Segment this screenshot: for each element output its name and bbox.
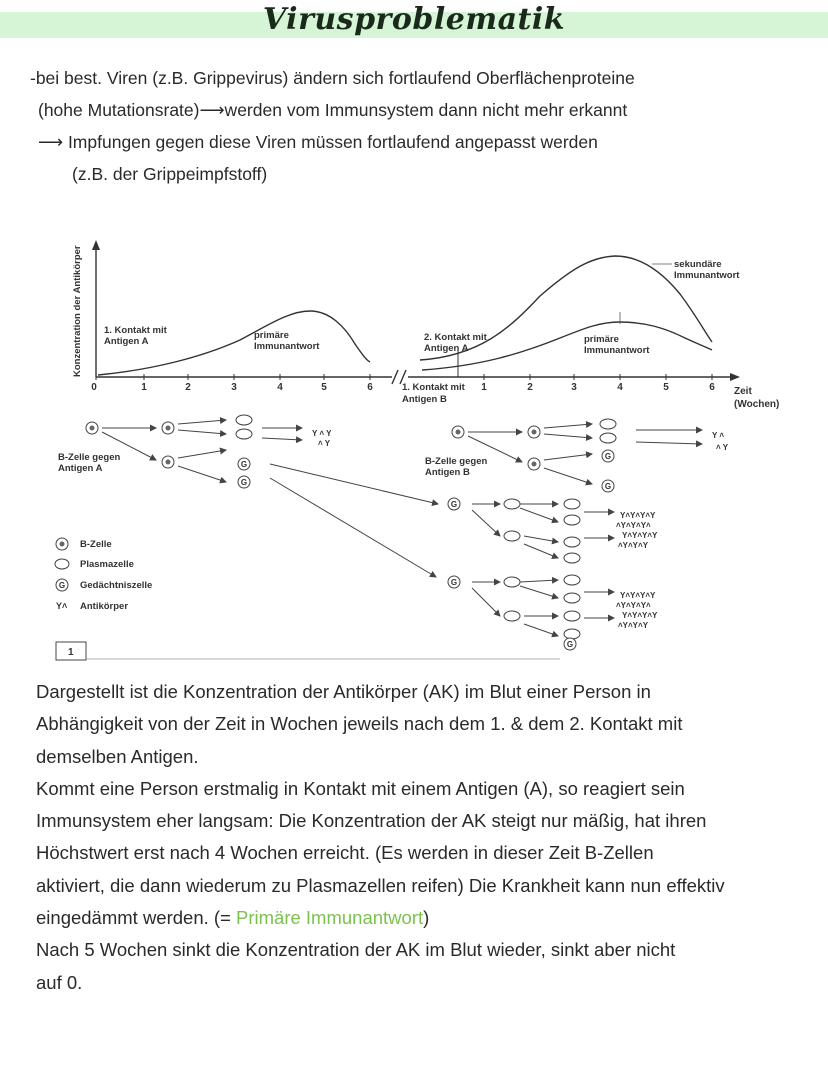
contact-b-label-2: Antigen B — [402, 394, 447, 405]
legend-b-cell: B-Zelle — [80, 539, 112, 550]
legend-memory-cell: Gedächtniszelle — [80, 580, 153, 591]
tick-left-6: 6 — [367, 382, 373, 393]
tick-left-3: 3 — [231, 382, 237, 393]
x-axis-label: Zeit — [734, 386, 752, 397]
primary-label-1: primäre — [254, 330, 289, 341]
legend-plasma-cell: Plasmazelle — [80, 559, 134, 570]
svg-text:Y˄Y˄Y˄Y: Y˄Y˄Y˄Y — [620, 511, 656, 520]
body-line-8 — [36, 902, 821, 934]
body-line-4: Kommt eine Person erstmalig in Kontakt mit einem Antigen (A), so reagiert sein — [36, 777, 685, 799]
y-axis-label: Konzentration der Antikörper — [72, 245, 83, 377]
memory-cell-icon — [238, 450, 614, 650]
intro-line-4: (z.B. der Grippeimpfstoff) — [72, 164, 268, 184]
body-line-10: auf 0. — [36, 971, 83, 993]
contact2-label-1: 2. Kontakt mit — [424, 332, 487, 343]
legend — [55, 538, 152, 612]
bcell-b-label-2: Antigen B — [425, 467, 470, 478]
cell-diagram — [55, 415, 729, 660]
tick-right-3: 3 — [571, 382, 577, 393]
memory-cell-symbol: G — [450, 578, 458, 587]
x-axis-arrow — [730, 373, 740, 381]
figure-number: 1 — [68, 647, 74, 658]
body-line-9: Nach 5 Wochen sinkt die Konzentration der AK im Blut wieder, sinkt aber nicht — [36, 939, 676, 961]
svg-text:˄Y˄Y˄Y˄: ˄Y˄Y˄Y˄ — [616, 521, 651, 530]
body-line-2: Abhängigkeit von der Zeit in Wochen jeweils nach dem 1. & dem 2. Kontakt mit — [36, 713, 683, 735]
intro-line-3: ⟶ Impfungen gegen diese Viren müssen fortlaufend angepasst werden — [38, 132, 598, 152]
primary-b-label-2: Immunantwort — [584, 345, 650, 356]
contact-a-label-2: Antigen A — [104, 336, 149, 347]
primary-b-label-1: primäre — [584, 334, 619, 345]
memory-cell-symbol: G — [604, 452, 612, 461]
graph — [72, 240, 779, 410]
svg-text:Y ˄: Y ˄ — [712, 431, 725, 440]
secondary-label-2: Immunantwort — [674, 270, 740, 281]
memory-cell-symbol: G — [240, 460, 248, 469]
legend-antibody: Antikörper — [80, 601, 129, 612]
contact-b-label-1: 1. Kontakt mit — [402, 382, 465, 393]
memory-cell-symbol: G — [604, 482, 612, 491]
page-title: Virusproblematik — [262, 2, 566, 37]
contact2-label-2: Antigen A — [424, 343, 469, 354]
antibody-cluster — [312, 429, 729, 630]
svg-text:˄Y˄Y˄Y: ˄Y˄Y˄Y — [618, 541, 649, 550]
secondary-label-1: sekundäre — [674, 259, 722, 270]
memory-cell-symbol: G — [240, 478, 248, 487]
primary-label-2: Immunantwort — [254, 341, 320, 352]
bcell-a-label-2: Antigen A — [58, 463, 103, 474]
body-line-8-start: eingedämmt werden. (= — [36, 907, 237, 929]
b-cell-icon — [86, 422, 98, 434]
svg-text:˄Y˄Y˄Y: ˄Y˄Y˄Y — [618, 621, 649, 630]
contact-a-label-1: 1. Kontakt mit — [104, 325, 167, 336]
b-cell-icon — [528, 458, 540, 470]
y-axis-arrow — [92, 240, 100, 250]
plasma-cell-icon — [236, 415, 616, 639]
body-line-1: Dargestellt ist die Konzentration der Antikörper (AK) im Blut einer Person in — [36, 681, 651, 702]
svg-text:˄ Y: ˄ Y — [716, 443, 729, 452]
tick-right-6: 6 — [709, 382, 715, 393]
body-line-3: demselben Antigen. — [36, 745, 199, 767]
tick-left-5: 5 — [321, 382, 327, 393]
primary-response-term: Primäre Immunantwort — [236, 907, 424, 929]
body-line-5: Immunsystem eher langsam: Die Konzentration der AK steigt nur mäßig, hat ihren — [36, 810, 707, 832]
memory-cell-symbol: G — [58, 581, 66, 590]
b-cell-icon — [452, 426, 464, 438]
b-cell-icon — [162, 422, 174, 434]
tick-left-1: 1 — [141, 382, 147, 393]
bcell-a-label-1: B-Zelle gegen — [58, 452, 121, 463]
explanation-text — [36, 676, 821, 999]
svg-text:Y˄: Y˄ — [56, 601, 68, 611]
tick-left-4: 4 — [277, 382, 283, 393]
bcell-b-label-1: B-Zelle gegen — [425, 456, 488, 467]
tick-right-5: 5 — [663, 382, 669, 393]
body-line-7: aktiviert, die dann wiederum zu Plasmazellen reifen) Die Krankheit kann nun effektiv — [36, 874, 725, 896]
memory-cell-symbol: G — [566, 640, 574, 649]
tick-left-2: 2 — [185, 382, 191, 393]
tick-right-1: 1 — [481, 382, 487, 393]
tick-right-2: 2 — [527, 382, 533, 393]
body-line-6: Höchstwert erst nach 4 Wochen erreicht. (Es werden in dieser Zeit B-Zellen — [36, 842, 654, 864]
x-axis-unit: (Wochen) — [734, 399, 780, 410]
svg-text:Y˄Y˄Y˄Y: Y˄Y˄Y˄Y — [622, 611, 658, 620]
b-cell-icon — [162, 456, 174, 468]
memory-cell-symbol: G — [450, 500, 458, 509]
body-line-8-end: ) — [423, 907, 430, 929]
b-cell-icon — [528, 426, 540, 438]
tick-right-4: 4 — [617, 382, 623, 393]
svg-text:˄ Y: ˄ Y — [318, 439, 331, 448]
intro-line-2: (hohe Mutationsrate)⟶werden vom Immunsystem dann nicht mehr erkannt — [38, 100, 628, 120]
intro-notes — [30, 62, 810, 190]
svg-text:Y˄Y˄Y˄Y: Y˄Y˄Y˄Y — [622, 531, 658, 540]
tick-left-0: 0 — [91, 382, 97, 393]
svg-text:Y ˄ Y: Y ˄ Y — [312, 429, 332, 438]
intro-line-1: -bei best. Viren (z.B. Grippevirus) ändern sich fortlaufend Oberflächenproteine — [30, 68, 635, 88]
immune-response-figure — [40, 232, 800, 662]
svg-text:˄Y˄Y˄Y˄: ˄Y˄Y˄Y˄ — [616, 601, 651, 610]
svg-text:Y˄Y˄Y˄Y: Y˄Y˄Y˄Y — [620, 591, 656, 600]
